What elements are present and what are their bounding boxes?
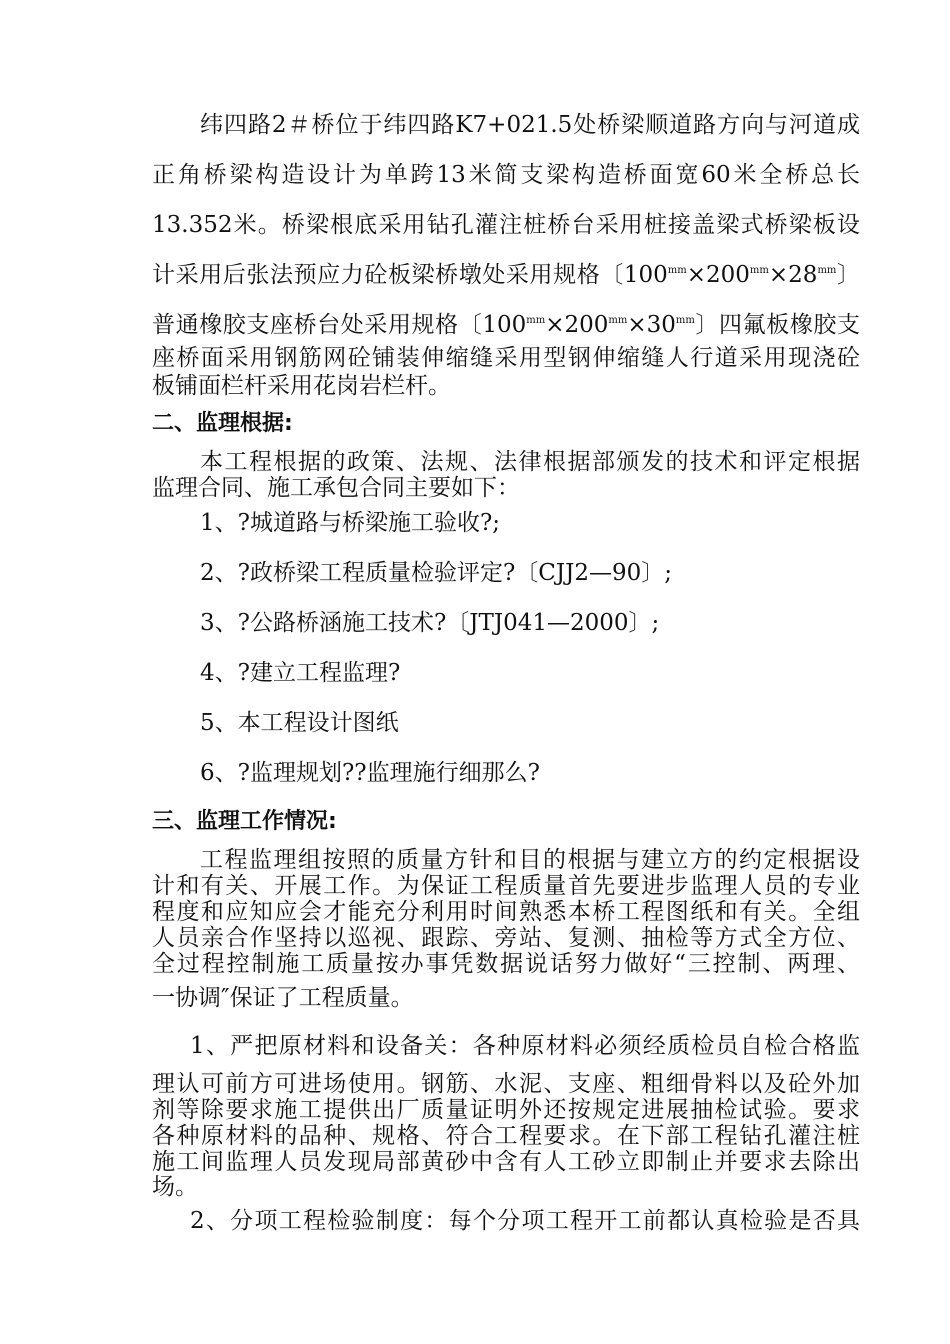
paragraph-line: 13.352米。桥梁根底采用钻孔灌注桩桥台采用桩接盖梁式桥梁板设	[152, 212, 860, 238]
paragraph-line: 全过程控制施工质量按办事凭数据说话努力做好“三控制、两理、	[152, 951, 860, 977]
unit-mm: mm	[667, 265, 687, 276]
list-item: 6、?监理规划??监理施行细那么?	[200, 760, 540, 786]
paragraph-line: 监理合同、施工承包合同主要如下：	[152, 475, 520, 501]
paragraph-line: 纬四路2＃桥位于纬四路K7+021.5处桥梁顺道路方向与河道成	[200, 112, 860, 138]
unit-mm: mm	[608, 315, 628, 326]
text-segment: 〕	[836, 262, 860, 288]
paragraph-line: 板铺面栏杆采用花岗岩栏杆。	[152, 373, 451, 399]
unit-mm: mm	[817, 265, 837, 276]
paragraph-line: 理认可前方可进场使用。钢筋、水泥、支座、粗细骨料以及砼外加	[152, 1071, 860, 1097]
paragraph-line: 座桥面采用钢筋网砼铺装伸缩缝采用型钢伸缩缝人行道采用现浇砼	[152, 345, 860, 371]
list-item: 2、?政桥梁工程质量检验评定?〔CJJ2—90〕;	[200, 560, 672, 586]
text-segment: ×30	[627, 312, 676, 338]
paragraph-line-spec-1	[152, 260, 860, 290]
text-segment: ×200	[686, 262, 750, 288]
paragraph-line: 1、严把原材料和设备关：各种原材料必须经质检员自检合格监	[190, 1033, 860, 1059]
list-item: 1、?城道路与桥梁施工验收?;	[200, 510, 501, 536]
paragraph-line: 场。	[152, 1174, 198, 1200]
list-item: 3、?公路桥涵施工技术?〔JTJ041—2000〕;	[200, 610, 660, 636]
paragraph-line: 正角桥梁构造设计为单跨13米简支梁构造桥面宽60米全桥总长	[152, 162, 860, 188]
list-item: 4、?建立工程监理?	[200, 660, 401, 686]
text-segment: ×200	[545, 312, 609, 338]
unit-mm: mm	[675, 315, 695, 326]
unit-mm: mm	[526, 315, 546, 326]
paragraph-line: 剂等除要求施工提供出厂质量证明外还按规定进展抽检试验。要求	[152, 1097, 860, 1123]
section-heading: 二、监理根据:	[152, 411, 293, 436]
paragraph-line: 计和有关、开展工作。为保证工程质量首先要进步监理人员的专业	[152, 873, 860, 899]
text-segment: 计采用后张法预应力砼板梁桥墩处采用规格〔100	[152, 262, 668, 288]
paragraph-line: 人员亲合作坚持以巡视、跟踪、旁站、复测、抽检等方式全方位、	[152, 925, 860, 951]
paragraph-line: 2、分项工程检验制度：每个分项工程开工前都认真检验是否具	[190, 1208, 860, 1234]
paragraph-line: 施工间监理人员发现局部黄砂中含有人工砂立即制止并要求去除出	[152, 1149, 860, 1175]
unit-mm: mm	[749, 265, 769, 276]
text-segment: ×28	[768, 262, 818, 288]
paragraph-line: 程度和应知应会才能充分利用时间熟悉本桥工程图纸和有关。全组	[152, 899, 860, 925]
list-item: 5、本工程设计图纸	[200, 710, 399, 736]
paragraph-line: 工程监理组按照的质量方针和目的根据与建立方的约定根据设	[200, 847, 860, 873]
paragraph-line: 一协调″保证了工程质量。	[152, 985, 414, 1011]
text-segment: 普通橡胶支座桥台处采用规格〔100	[152, 312, 527, 338]
section-heading: 三、监理工作情况:	[152, 809, 337, 834]
paragraph-line-spec-2	[152, 310, 860, 340]
paragraph-line: 本工程根据的政策、法规、法律根据部颁发的技术和评定根据	[200, 449, 860, 475]
text-segment: 〕四氟板橡胶支	[694, 312, 860, 338]
paragraph-line: 各种原材料的品种、规格、符合工程要求。在下部工程钻孔灌注桩	[152, 1123, 860, 1149]
